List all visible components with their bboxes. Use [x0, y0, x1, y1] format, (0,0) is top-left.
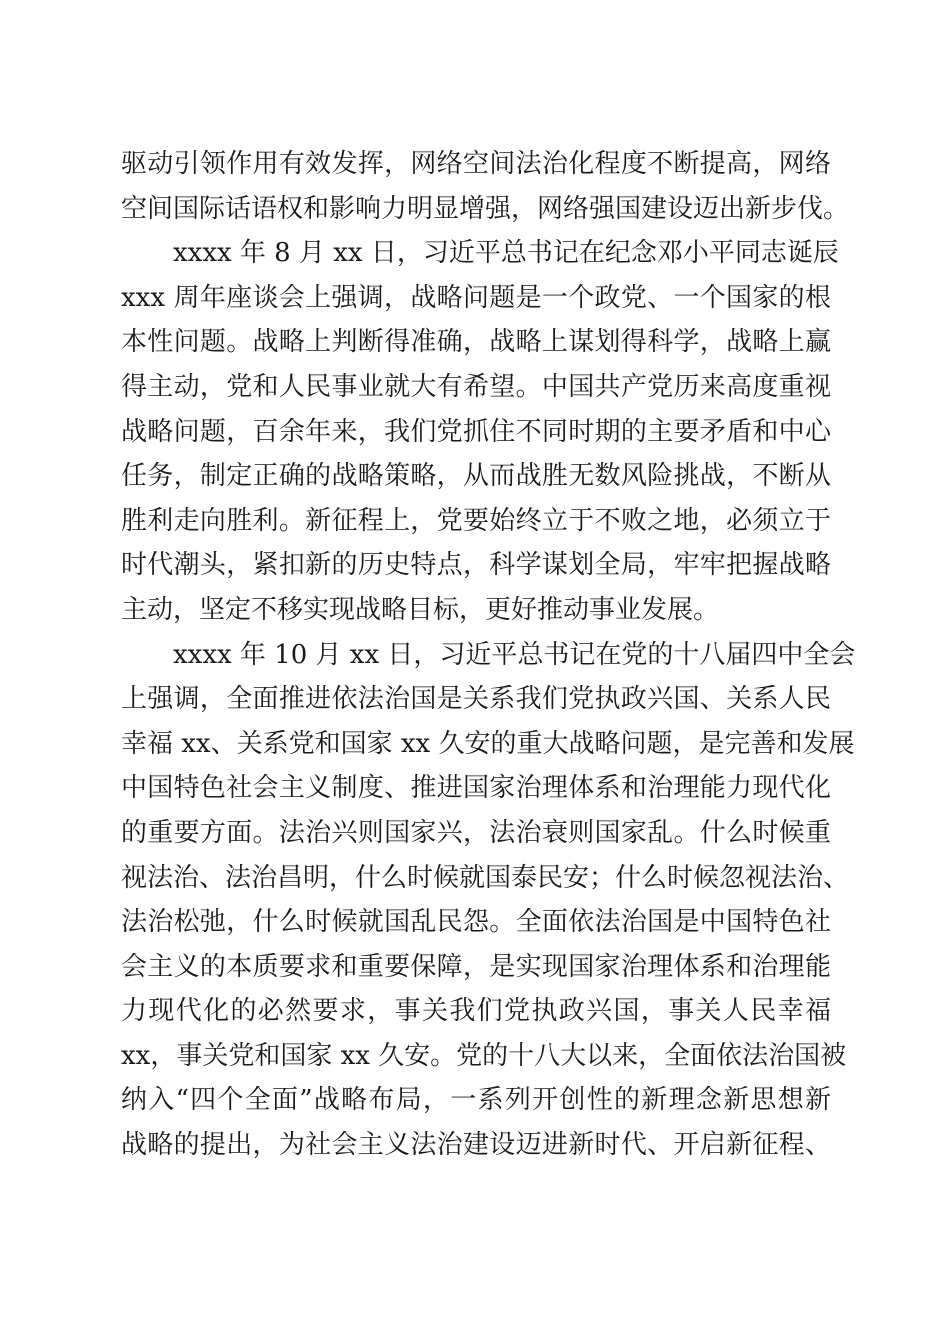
- text-line: 本性问题。战略上判断得准确，战略上谋划得科学，战略上赢: [121, 327, 831, 358]
- text-line: xx，事关党和国家 xx 久安。党的十八大以来，全面依法治国被: [121, 1040, 847, 1071]
- text-line: 幸福 xx、关系党和国家 xx 久安的重大战略问题，是完善和发展: [121, 728, 855, 759]
- text-line: 空间国际话语权和影响力明显增强，网络强国建设迈出新步伐。: [121, 193, 850, 224]
- text-line: 中国特色社会主义制度、推进国家治理体系和治理能力现代化: [121, 773, 831, 804]
- text-line: xxxx 年 8 月 xx 日，习近平总书记在纪念邓小平同志诞辰: [173, 238, 839, 269]
- paragraph-1: [121, 142, 850, 231]
- text-line: 时代潮头，紧扣新的历史特点，科学谋划全局，牢牢把握战略: [121, 550, 831, 581]
- text-line: 任务，制定正确的战略策略，从而战胜无数风险挑战，不断从: [121, 461, 831, 492]
- text-line: 战略的提出，为社会主义法治建设迈进新时代、开启新征程、: [121, 1130, 831, 1161]
- text-line: 纳入“四个全面”战略布局，一系列开创性的新理念新思想新: [121, 1085, 831, 1116]
- text-line: 的重要方面。法治兴则国家兴，法治衰则国家乱。什么时候重: [121, 817, 831, 848]
- text-line: 力现代化的必然要求，事关我们党执政兴国，事关人民幸福: [121, 996, 831, 1027]
- text-line: 胜利走向胜利。新征程上，党要始终立于不败之地，必须立于: [121, 505, 831, 536]
- text-line: xxxx 年 10 月 xx 日，习近平总书记在党的十八届四中全会: [173, 639, 856, 670]
- text-line: 主动，坚定不移实现战略目标，更好推动事业发展。: [121, 594, 720, 625]
- text-line: 得主动，党和人民事业就大有希望。中国共产党历来高度重视: [121, 371, 831, 402]
- document-body: [121, 142, 856, 1168]
- text-line: 法治松弛，什么时候就国乱民怨。全面依法治国是中国特色社: [121, 907, 831, 938]
- paragraph-3: [121, 633, 856, 1168]
- text-line: 驱动引领作用有效发挥，网络空间法治化程度不断提高，网络: [121, 149, 831, 179]
- text-line: 视法治、法治昌明，什么时候就国泰民安；什么时候忽视法治、: [121, 862, 850, 893]
- text-line: 会主义的本质要求和重要保障，是实现国家治理体系和治理能: [121, 951, 831, 982]
- text-line: xxx 周年座谈会上强调，战略问题是一个政党、一个国家的根: [121, 282, 831, 313]
- paragraph-2: [121, 231, 839, 632]
- text-line: 战略问题，百余年来，我们党抓住不同时期的主要矛盾和中心: [121, 416, 831, 447]
- text-line: 上强调，全面推进依法治国是关系我们党执政兴国、关系人民: [121, 684, 831, 715]
